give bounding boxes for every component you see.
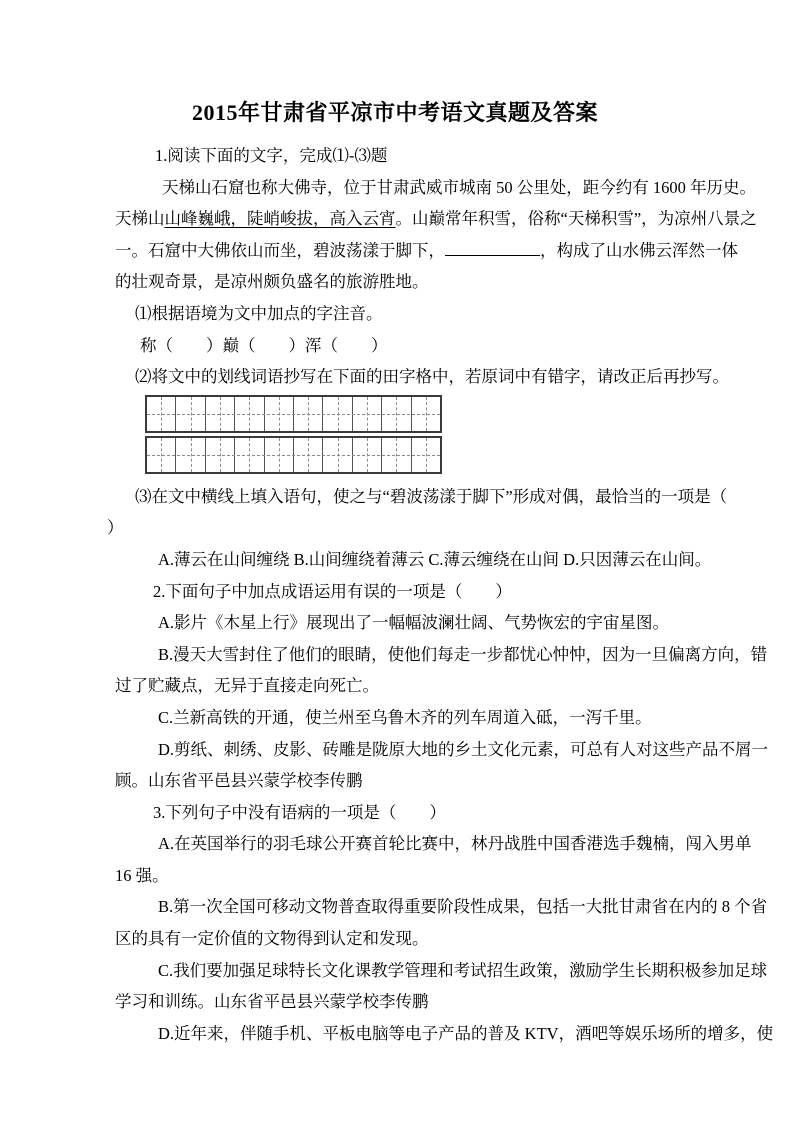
- tianzige-cell: [265, 397, 294, 431]
- text-segment: 16 强。: [115, 865, 169, 885]
- tianzige-cell: [147, 438, 176, 472]
- text-segment: C.我们要加强足球特长文化课教学管理和考试招生政策，激励学生长期积极参加足球: [158, 960, 768, 980]
- text-segment: 过了贮藏点，无异于直接走向死亡。: [115, 676, 379, 696]
- line-passage-1: [162, 172, 756, 204]
- line-q2-option-d-1: [158, 734, 769, 766]
- text-segment: A.在英国举行的羽毛球公开赛首轮比赛中，林丹战胜中国香港选手魏楠，闯入男单: [158, 834, 752, 854]
- line-sub-question-2: [135, 361, 729, 393]
- tianzige-cell: [382, 397, 411, 431]
- line-q3-stem: [153, 797, 675, 829]
- tianzige-cell: [235, 397, 264, 431]
- text-segment: B.漫天大雪封住了他们的眼睛，使他们每走一步都忧心忡忡，因为一旦偏离方向，错: [158, 644, 768, 664]
- line-q3-option-d-1: [158, 1018, 774, 1050]
- tianzige-cell: [176, 438, 205, 472]
- text-segment: 区的具有一定价值的文物得到认定和发现。: [115, 929, 429, 949]
- text-segment: 2.下面句子中加点成语运用有误的一项是（ ）: [153, 581, 512, 601]
- line-passage-3: [115, 235, 738, 267]
- document-body: [107, 140, 774, 1049]
- tianzige-cell: [176, 397, 205, 431]
- tianzige-cell: [353, 397, 382, 431]
- tianzige-row: [145, 436, 442, 474]
- text-segment: ⑵将文中的划线词语抄写在下面的田字格中，若原词中有错字，请改正后再抄写。: [135, 367, 729, 387]
- line-sub-question-3: [135, 481, 728, 513]
- tianzige-cell: [323, 438, 352, 472]
- text-segment: ）: [107, 518, 124, 538]
- text-segment: 的壮观奇景，是凉州颇负盛名的旅游胜地。: [115, 272, 429, 292]
- text-segment: C.兰新高铁的开通，使兰州至乌鲁木齐的列车周道入砥，一泻千里。: [158, 707, 652, 727]
- tianzige-cell: [235, 438, 264, 472]
- line-q2-option-d-2: [115, 765, 675, 797]
- text-segment: A.薄云在山间缠绕 B.山间缠绕着薄云 C.薄云缠绕在山间 D.只因薄云在山间。: [158, 549, 712, 569]
- line-q2-option-c: [158, 702, 675, 734]
- line-q1-3-options: [158, 544, 712, 576]
- text-segment: 天梯山石窟也称大佛寺，位于甘肃武威市城南 50 公里处，距今约有 1600 年历史。: [162, 177, 756, 197]
- underlined-phrase: 山峰巍峨，陡峭峻拔，高入云宵: [164, 209, 396, 229]
- text-segment: 学习和训练。山东省平邑县兴蒙学校李传鹏: [115, 992, 429, 1012]
- line-q3-option-a-2: [115, 860, 675, 892]
- line-q3-option-c-1: [158, 955, 768, 987]
- line-sub-question-3-close-paren: [107, 512, 675, 544]
- text-segment: 天梯山: [115, 209, 165, 229]
- tianzige-cell: [206, 438, 235, 472]
- line-sub-question-1: [135, 298, 675, 330]
- tianzige-cell: [323, 397, 352, 431]
- tianzige-grid: [145, 395, 442, 474]
- text-segment: 。山巅常年积雪，俗称“天梯积雪”，为凉州八景之: [395, 209, 757, 229]
- page-title: 2015年甘肃省平凉市中考语文真题及答案: [191, 100, 598, 125]
- tianzige-cell: [206, 397, 235, 431]
- tianzige-cell: [147, 397, 176, 431]
- line-q1-intro: [155, 140, 675, 172]
- tianzige-cell: [294, 397, 323, 431]
- tianzige-cell: [353, 438, 382, 472]
- text-segment: A.影片《木星上行》展现出了一幅幅波澜壮阔、气势恢宏的宇宙星图。: [158, 613, 670, 633]
- line-q2-option-b-2: [115, 670, 675, 702]
- tianzige-row: [145, 395, 442, 433]
- line-q2-option-a: [158, 607, 675, 639]
- text-segment: 顾。山东省平邑县兴蒙学校李传鹏: [115, 771, 363, 791]
- line-q3-option-c-2: [115, 986, 675, 1018]
- line-passage-4: [115, 266, 675, 298]
- line-q3-option-a-1: [158, 828, 752, 860]
- text-segment: ⑴根据语境为文中加点的字注音。: [135, 303, 383, 323]
- tianzige-cell: [382, 438, 411, 472]
- line-q2-stem: [153, 576, 675, 608]
- line-passage-2: [115, 203, 757, 235]
- line-q3-option-b-2: [115, 923, 675, 955]
- text-segment: D.近年来，伴随手机、平板电脑等电子产品的普及 KTV，酒吧等娱乐场所的增多，使: [158, 1023, 774, 1043]
- text-segment: D.剪纸、刺绣、皮影、砖雕是陇原大地的乡土文化元素，可总有人对这些产品不屑一: [158, 739, 769, 759]
- tianzige-cell: [265, 438, 294, 472]
- line-q2-option-b-1: [158, 639, 768, 671]
- text-segment: 3.下列句子中没有语病的一项是（ ）: [153, 802, 446, 822]
- text-segment: 1.阅读下面的文字，完成⑴-⑶题: [155, 146, 388, 165]
- text-segment: 称（ ）巅（ ）浑（ ）: [140, 335, 388, 355]
- tianzige-cell: [412, 438, 440, 472]
- text-segment: 一。石窟中大佛依山而坐，碧波荡漾于脚下，: [115, 240, 445, 260]
- line-pinyin-blanks: [140, 330, 675, 362]
- fill-in-blank-line: [445, 237, 540, 255]
- tianzige-cell: [412, 397, 440, 431]
- text-segment: ⑶在文中横线上填入语句，使之与“碧波荡漾于脚下”形成对偶，最恰当的一项是（: [135, 486, 728, 506]
- tianzige-cell: [294, 438, 323, 472]
- text-segment: B.第一次全国可移动文物普查取得重要阶段性成果，包括一大批甘肃省在内的 8 个省: [158, 897, 768, 917]
- line-q3-option-b-1: [158, 891, 768, 923]
- text-segment: ，构成了山水佛云浑然一体: [540, 240, 738, 260]
